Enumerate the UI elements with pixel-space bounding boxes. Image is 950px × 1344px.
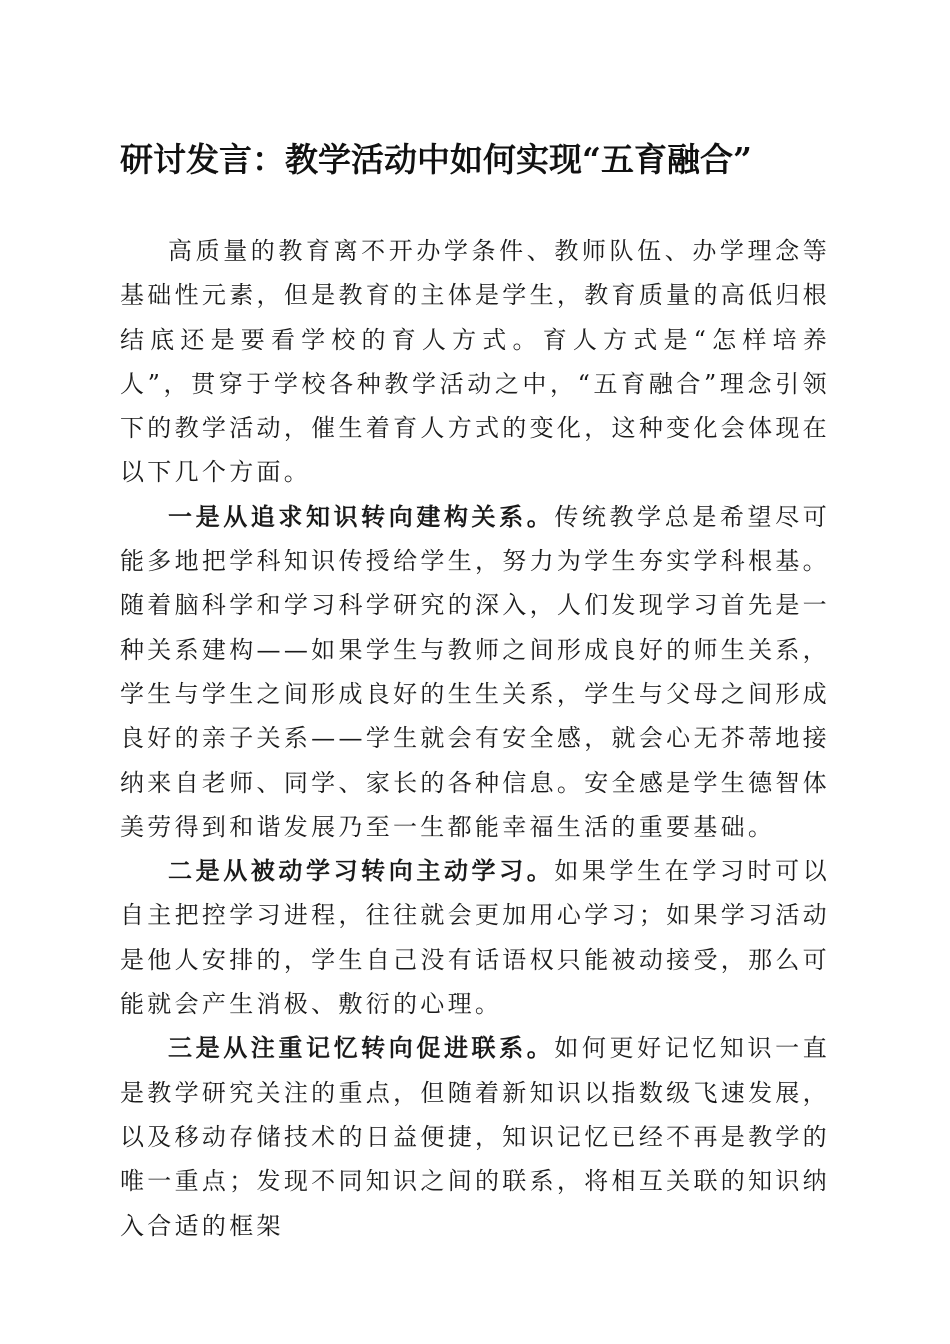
paragraph-text: 高质量的教育离不开办学条件、教师队伍、办学理念等基础性元素，但是教育的主体是学生，教育质量的高低归根结底还是要看学校的育人方式。育人方式是“怎样培养人”，贯穿于学校各种教学活动之中，“五育融合”理念引领下的教学活动，催生着育人方式的变化，这种变化会体现在以下几个方面。	[120, 237, 830, 487]
paragraph-point-2	[120, 849, 830, 1026]
document-body	[120, 229, 830, 1248]
paragraph-intro	[120, 229, 830, 495]
paragraph-point-3	[120, 1026, 830, 1247]
paragraph-lead: 二是从被动学习转向主动学习。	[168, 856, 555, 886]
paragraph-text: 如何更好记忆知识一直是教学研究关注的重点，但随着新知识以指数级飞速发展，以及移动存储技术的日益便捷，知识记忆已经不再是教学的唯一重点；发现不同知识之间的联系，将相互关联的知识纳入合适的框架	[120, 1034, 831, 1240]
paragraph-lead: 三是从注重记忆转向促进联系。	[168, 1033, 555, 1063]
paragraph-lead: 一是从追求知识转向建构关系。	[168, 501, 555, 531]
paragraph-text: 传统教学总是希望尽可能多地把学科知识传授给学生，努力为学生夯实学科根基。随着脑科学和学习科学研究的深入，人们发现学习首先是一种关系建构——如果学生与教师之间形成良好的师生关系，学生与学生之间形成良好的生生关系，学生与父母之间形成良好的亲子关系——学生就会有安全感，就会心无芥蒂地接纳来自老师、同学、家长的各种信息。安全感是学生德智体美劳得到和谐发展乃至一生都能幸福生活的重要基础。	[120, 502, 831, 841]
document-title: 研讨发言：教学活动中如何实现“五育融合”	[120, 140, 752, 179]
paragraph-point-1	[120, 495, 830, 849]
paragraph-text: 如果学生在学习时可以自主把控学习进程，往往就会更加用心学习；如果学习活动是他人安排的，学生自己没有话语权只能被动接受，那么可能就会产生消极、敷衍的心理。	[120, 857, 831, 1019]
